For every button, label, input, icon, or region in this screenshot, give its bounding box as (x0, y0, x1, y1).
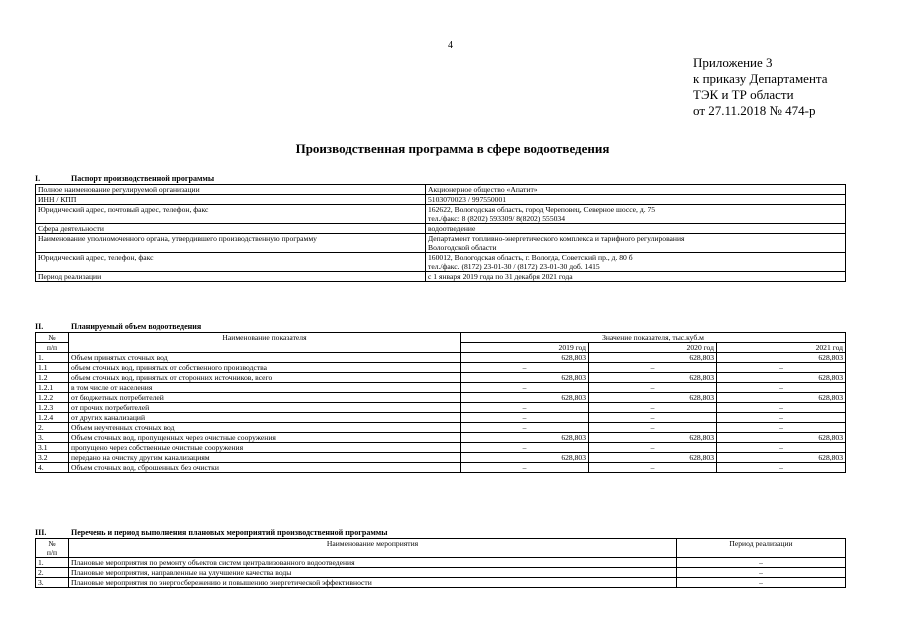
appendix-header (693, 55, 828, 119)
row-name: передано на очистку другим канализациям (69, 453, 461, 463)
row-value: – (461, 463, 589, 473)
row-value: 628,803 (461, 373, 589, 383)
row-number: 1.2.2 (36, 393, 69, 403)
passport-value (426, 195, 846, 205)
row-number: 1.2.3 (36, 403, 69, 413)
table-row (36, 413, 846, 423)
row-number: 4. (36, 463, 69, 473)
row-value: – (717, 463, 846, 473)
table-row (36, 453, 846, 463)
col-no-header-2: п/п (36, 343, 69, 353)
row-number: 3. (36, 433, 69, 443)
measure-name: Плановые мероприятия по энергосбережению и повышению энергетической эффективности (69, 578, 677, 588)
table-row (36, 568, 846, 578)
section-3-heading (35, 528, 387, 537)
passport-value (426, 205, 846, 224)
row-value: 628,803 (461, 353, 589, 363)
row-number: 1. (36, 558, 69, 568)
col-no-header: № п/п (36, 539, 69, 558)
table-row (36, 403, 846, 413)
row-value: – (717, 443, 846, 453)
table-row (36, 423, 846, 433)
measure-period: – (677, 578, 846, 588)
col-period-header: Период реализации (677, 539, 846, 558)
row-value: – (589, 463, 717, 473)
row-value: – (461, 383, 589, 393)
passport-value-line: Департамент топливно-энергетического комплекса и тарифного регулирования (428, 234, 685, 243)
row-value: – (589, 443, 717, 453)
passport-value (426, 234, 846, 253)
passport-label: Сфера деятельности (36, 224, 426, 234)
row-name: Объем сточных вод, сброшенных без очистки (69, 463, 461, 473)
row-name: пропущено через собственные очистные сооружения (69, 443, 461, 453)
section-3-title: Перечень и период выполнения плановых мероприятий производственной программы (71, 528, 388, 537)
col-name-header: Наименование показателя (69, 333, 461, 353)
row-value: 628,803 (589, 453, 717, 463)
measure-period: – (677, 558, 846, 568)
appendix-line-1: Приложение 3 (693, 55, 773, 70)
row-value: 628,803 (589, 393, 717, 403)
measure-name: Плановые мероприятия по ремонту объектов систем централизованного водоотведения (69, 558, 677, 568)
row-value: – (461, 423, 589, 433)
col-value-header: Значение показателя, тыс.куб.м (461, 333, 846, 343)
row-name: Объем сточных вод, пропущенных через очистные сооружения (69, 433, 461, 443)
passport-label: Период реализации (36, 272, 426, 282)
row-number: 1. (36, 353, 69, 363)
table-row (36, 393, 846, 403)
row-value: 628,803 (717, 453, 846, 463)
passport-row (36, 185, 846, 195)
row-value: 628,803 (461, 453, 589, 463)
table-row (36, 353, 846, 363)
section-2-heading (35, 322, 201, 331)
section-2-title: Планируемый объем водоотведения (71, 322, 202, 331)
row-value: 628,803 (589, 353, 717, 363)
row-number: 3.1 (36, 443, 69, 453)
row-value: – (589, 363, 717, 373)
row-value: – (461, 443, 589, 453)
section-1-heading (35, 174, 214, 183)
row-number: 2. (36, 568, 69, 578)
table-row (36, 443, 846, 453)
row-value: – (589, 423, 717, 433)
row-value: 628,803 (717, 393, 846, 403)
passport-value-line: водоотведение (428, 224, 476, 233)
row-value: – (717, 413, 846, 423)
col-measure-header: Наименование мероприятия (69, 539, 677, 558)
passport-row (36, 224, 846, 234)
passport-row (36, 205, 846, 224)
row-value: 628,803 (589, 433, 717, 443)
table-row (36, 578, 846, 588)
year-header: 2021 год (717, 343, 846, 353)
row-value: 628,803 (717, 373, 846, 383)
table-row (36, 433, 846, 443)
appendix-line-2: к приказу Департамента (693, 71, 828, 86)
row-name: объем сточных вод, принятых от сторонних источников, всего (69, 373, 461, 383)
measures-table (35, 538, 846, 588)
row-value: 628,803 (461, 393, 589, 403)
row-value: 628,803 (589, 373, 717, 383)
section-3-number: III. (35, 528, 47, 537)
row-value: – (717, 423, 846, 433)
appendix-line-4: от 27.11.2018 № 474-р (693, 103, 816, 118)
passport-label: Юридический адрес, телефон, факс (36, 253, 426, 272)
measure-name: Плановые мероприятия, направленные на улучшение качества воды (69, 568, 677, 578)
passport-row (36, 272, 846, 282)
passport-table (35, 184, 846, 282)
row-number: 3.2 (36, 453, 69, 463)
passport-row (36, 195, 846, 205)
passport-label: Полное наименование регулируемой организации (36, 185, 426, 195)
section-2-number: II. (35, 322, 44, 331)
row-number: 1.2 (36, 373, 69, 383)
passport-label: Наименование уполномоченного органа, утвердившего производственную программу (36, 234, 426, 253)
appendix-line-3: ТЭК и ТР области (693, 87, 794, 102)
row-value: – (589, 403, 717, 413)
row-name: Объем принятых сточных вод (69, 353, 461, 363)
passport-row (36, 234, 846, 253)
row-value: – (461, 363, 589, 373)
table-row (36, 463, 846, 473)
passport-value-line: 160012, Вологодская область, г. Вологда, Советский пр., д. 80 б (428, 253, 633, 262)
page-number: 4 (448, 40, 453, 51)
passport-value-line: тел./факс: 8 (8202) 593309/ 8(8202) 555034 (428, 214, 566, 223)
passport-value-line: 5103070023 / 997550001 (428, 195, 507, 204)
section-1-number: I. (35, 174, 41, 183)
passport-row (36, 253, 846, 272)
passport-value-line: с 1 января 2019 года по 31 декабря 2021 года (428, 272, 573, 281)
passport-value-line: 162622, Вологодская область, город Череповец, Северное шоссе, д. 75 (428, 205, 656, 214)
row-name: от бюджетных потребителей (69, 393, 461, 403)
table-row (36, 373, 846, 383)
row-value: – (717, 383, 846, 393)
row-value: – (461, 403, 589, 413)
passport-value (426, 185, 846, 195)
row-number: 1.2.1 (36, 383, 69, 393)
document-title: Производственная программа в сфере водоотведения (295, 141, 610, 156)
row-value: – (717, 363, 846, 373)
table-row (36, 363, 846, 373)
row-number: 3. (36, 578, 69, 588)
row-name: Объем неучтенных сточных вод (69, 423, 461, 433)
row-name: от прочих потребителей (69, 403, 461, 413)
passport-value (426, 224, 846, 234)
passport-label: ИНН / КПП (36, 195, 426, 205)
row-name: объем сточных вод, принятых от собственного производства (69, 363, 461, 373)
passport-value-line: тел./факс. (8172) 23-01-30 / (8172) 23-01-30 доб. 1415 (428, 262, 600, 271)
passport-value (426, 253, 846, 272)
row-value: 628,803 (717, 433, 846, 443)
passport-value-line: Вологодской области (428, 243, 497, 252)
row-number: 1.1 (36, 363, 69, 373)
table-row (36, 383, 846, 393)
row-value: – (589, 383, 717, 393)
row-name: в том числе от населения (69, 383, 461, 393)
passport-value (426, 272, 846, 282)
volume-table (35, 332, 846, 473)
row-value: – (589, 413, 717, 423)
measure-period: – (677, 568, 846, 578)
row-number: 1.2.4 (36, 413, 69, 423)
row-value: 628,803 (461, 433, 589, 443)
table-row (36, 558, 846, 568)
year-header: 2019 год (461, 343, 589, 353)
col-no-header: № (36, 333, 69, 343)
section-1-title: Паспорт производственной программы (71, 174, 215, 183)
row-name: от других канализаций (69, 413, 461, 423)
passport-value-line: Акционерное общество «Апатит» (428, 185, 538, 194)
year-header: 2020 год (589, 343, 717, 353)
row-number: 2. (36, 423, 69, 433)
row-value: – (717, 403, 846, 413)
row-value: 628,803 (717, 353, 846, 363)
passport-label: Юридический адрес, почтовый адрес, телефон, факс (36, 205, 426, 224)
row-value: – (461, 413, 589, 423)
